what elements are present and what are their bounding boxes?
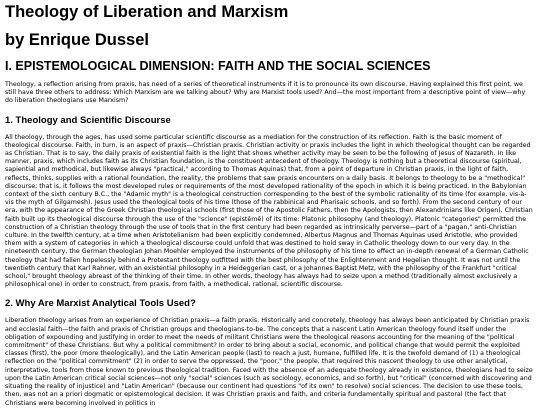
- intro-paragraph: Theology, a reflection arising from praxis, has need of a series of theoretical instruments if it is to pronounce its own discourse. Having explained this first point, we still have three others to address: Which Marxism are we talking about? Why are Marxist tools used? And—the most important from a descriptive point of view—why do liberation theologians use Marxism?: [5, 81, 526, 105]
- subsection-1-heading: 1. Theology and Scientific Discourse: [5, 114, 171, 126]
- section-heading: I. EPISTEMOLOGICAL DIMENSION: FAITH AND THE SOCIAL SCIENCES: [5, 59, 431, 73]
- subsection-2-heading: 2. Why Are Marxist Analytical Tools Used?: [5, 298, 196, 310]
- subsection-1-paragraph: All theology, through the ages, has used some particular scientific discourse as a mediation for the construction of its reflection. Faith is the basic moment of theological discourse. Faith, in turn, is an aspect of praxis—Christian praxis. Christian activity or praxis includes the light in which theological thought can be regarded as Christian. That is to say, the daily praxis of existential faith is the light that shows whether activity may be seen to be the following of Jesus of Nazareth. In like manner, praxis, which includes faith as its Christian foundation, is the constituent antecedent of theology. Theology is nothing but a theoretical discourse (spiritual, sapiential and methodical, but likewise always "practical," according to Thomas Aquinas) that, from a point of departure in Christian praxis, in the light of faith, reflects, thinks, supplies with a rational foundation, the reality, the problems that saw praxis encounters on a daily basis. It belongs to theology to be a "methodical" discourse; that is, it follows the most developed rules or requirements of the most developed rationality of the epoch in which it is being practiced. In the Babylonian context of the sixth century B.C., the "Adamic myth" is a theological construction corresponding to the best of the symbolic rationality of its time (for example, vis-à-vis the myth of Gilgamesh). Jesus used the theological tools of his time (those of the rabbinical and Pharisaic schools, and so forth). From the second century of our era, with the appearance of the Greek Christian theological schools (first those of the Apostolic Fathers, then the Apologists, then Alexandrinians like Origen), Christian faith built up its theological discourse through the use of the "science" (epistēmē) of its time: Platonic philosophy (and theology). Platonic "categories" permitted the construction of a Christian theology through the use of tools that in the first century had been regarded as intrinsically perverse—part of a "pagan," anti-Christian culture. In the twelfth century, at a time when Aristotelianism had been explicitly condemned, Albertus Magnus and Thomas Aquinas used Aristotle, who provided them with a system of categories in which a theological discourse could unfold that was destined to hold sway in Catholic theology down to our very day. In the nineteenth century, the German theologian Johan Moehler employed the instruments of the philosophy of his time to effect an in-depth renewal of a German Catholic theology that had fallen hopelessly behind a Protestant theology outfitted with the best philosophy of the Enlightenment and Hegelian thought. It was not until the twentieth century that Karl Rahner, with an existential philosophy in a Heideggerian cast, or a Johannes Baptist Metz, with the philosophy of the Frankfurt "critical school," brought theology abreast of the thinking of their time. In other words, theology has always had to seize upon a method (traditionally almost exclusively a philosophical one) in order to construct, from praxis, from faith, a methodical, rational, scientific discourse.: [5, 133, 533, 289]
- subsection-2-paragraph: Liberation theology arises from an experience of Christian praxis—a faith praxis. Historically and concretely, theology has always been anticipated by Christian praxis and ecclesial faith—the faith and praxis of Christian groups and theologians-to-be. The concepts that a nascent Latin American theology found itself under the obligation of expounding and justifying in order to meet the needs of militant Christians were the theological reasons accounting for the meaning of the "political commitment" of these Christians. But why a political commitment? In order to bring about a social, economic, and political change that would permit the exploited classes (first), the poor (more theologically), and the Latin American people (last) to reach a just, humane, fulfilled life. It is the twofold demand of (1) a theological reflection on the "political commitment" (2) in order to serve the oppressed, the "poor," the people, that required this nascent theology to use other analytical, interpretative, tools from those known to previous theological tradition. Faced with the absence of an adequate theology already in existence, theologians had to seize upon the Latin American critical social sciences—not only "social" sciences (such as sociology, economics, and so forth), but "critical" (concerned with discovering and situating the reality of injustice) and "Latin American" (because our continent had questions "of its own" to resolve) social sciences. The decision to use these tools, then, was not an a priori dogmatic or epistemological decision. It was Christian praxis and faith, and criteria fundamentally spiritual and pastoral (the fact that Christians were becoming involved in politics in: [5, 317, 533, 407]
- document-title: Theology of Liberation and Marxism: [5, 3, 289, 21]
- document-author: by Enrique Dussel: [5, 31, 149, 49]
